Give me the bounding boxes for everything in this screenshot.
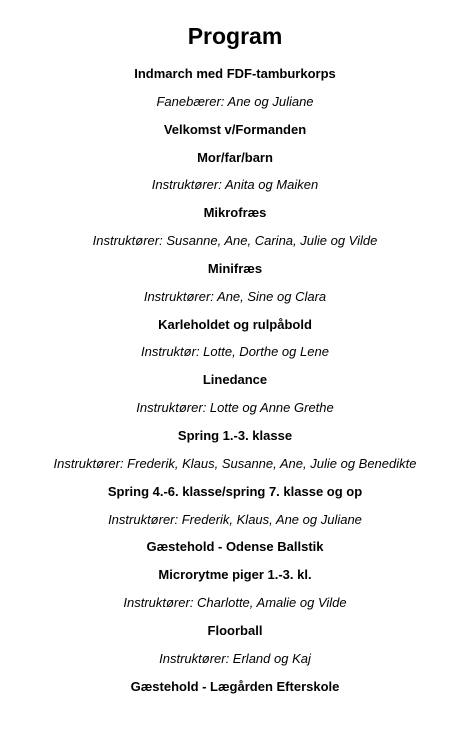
program-instructors: Fanebærer: Ane og Juliane	[156, 93, 314, 109]
program-instructors: Instruktører: Anita og Maiken	[151, 177, 319, 193]
page-title: Program	[187, 23, 283, 49]
program-instructors: Instruktører: Lotte og Anne Grethe	[136, 400, 334, 416]
program-instructors: Instruktører: Susanne, Ane, Carina, Julie og Vilde	[92, 233, 378, 249]
program-instructors: Instruktør: Lotte, Dorthe og Lene	[141, 344, 329, 360]
program-activity: Gæstehold - Lægården Efterskole	[130, 678, 340, 694]
program-activity: Floorball	[207, 622, 263, 638]
program-activity: Mor/far/barn	[197, 149, 273, 165]
program-instructors: Instruktører: Ane, Sine og Clara	[143, 288, 327, 304]
program-activity: Gæstehold - Odense Ballstik	[146, 539, 324, 555]
program-activity: Spring 1.-3. klasse	[177, 427, 293, 443]
program-activity: Linedance	[202, 372, 268, 388]
program-activity: Karleholdet og rulpåbold	[158, 316, 312, 332]
program-activity: Indmarch med FDF-tamburkorps	[134, 66, 336, 81]
program-activity: Velkomst v/Formanden	[163, 121, 307, 137]
program-activity: Mikrofræs	[203, 205, 267, 221]
program-activity: Microrytme piger 1.-3. kl.	[158, 567, 312, 583]
program-list	[0, 60, 470, 700]
program-instructors: Instruktører: Charlotte, Amalie og Vilde	[123, 595, 347, 611]
program-instructors: Instruktører: Frederik, Klaus, Susanne, Ane, Julie og Benedikte	[53, 455, 417, 471]
program-instructors: Instruktører: Frederik, Klaus, Ane og Juliane	[108, 511, 362, 527]
program-activity: Minifræs	[207, 260, 263, 276]
program-activity: Spring 4.-6. klasse/spring 7. klasse og op	[107, 483, 363, 499]
program-instructors: Instruktører: Erland og Kaj	[159, 650, 311, 666]
